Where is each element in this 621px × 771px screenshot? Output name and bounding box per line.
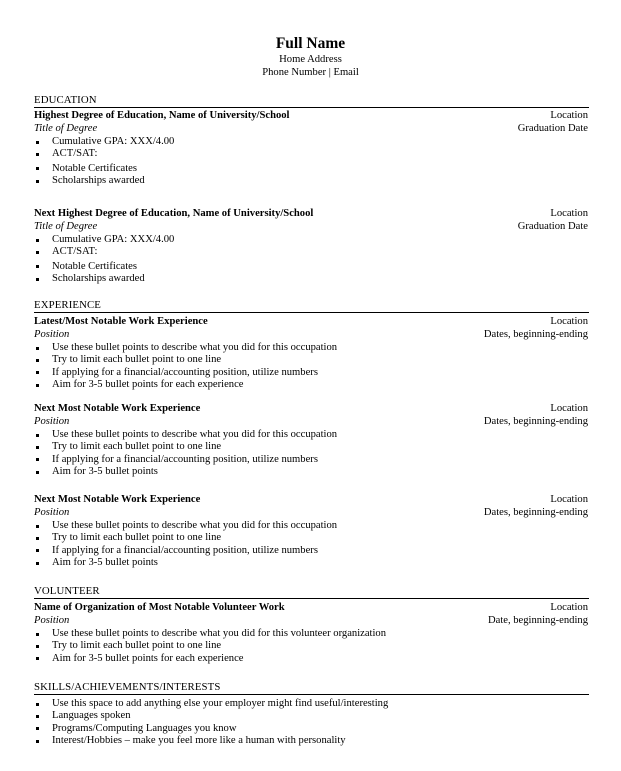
experience-entry-2-heading-row [34, 403, 588, 416]
list-item: Try to limit each bullet point to one line [34, 532, 337, 544]
experience-entry-1-heading-row [34, 316, 588, 329]
skills-bullets [34, 698, 388, 748]
volunteer-entry-heading-row [34, 602, 588, 615]
education-entry-location: Location [550, 208, 588, 219]
list-item: Languages spoken [34, 710, 388, 722]
education-entry-date: Graduation Date [517, 221, 588, 232]
list-item: If applying for a financial/accounting position, utilize numbers [34, 545, 337, 557]
experience-entry-3-heading-row [34, 494, 588, 507]
education-entry-1-sub-row [34, 123, 588, 136]
volunteer-entry-bullets [34, 628, 386, 665]
volunteer-entry-heading: Name of Organization of Most Notable Volunteer Work [34, 602, 285, 613]
education-entry-2-sub-row [34, 221, 588, 234]
education-entry-2-bullets [34, 234, 174, 286]
list-item: Aim for 3-5 bullet points for each experience [34, 379, 337, 391]
experience-entry-dates: Dates, beginning-ending [483, 416, 588, 427]
list-item: ACT/SAT: [34, 148, 174, 160]
experience-entry-heading: Next Most Notable Work Experience [34, 494, 201, 505]
list-item: Aim for 3-5 bullet points for each experience [34, 653, 386, 665]
volunteer-entry-sub-row [34, 615, 588, 628]
education-entry-degree: Title of Degree [34, 123, 98, 134]
volunteer-entry-location: Location [550, 602, 588, 613]
experience-entry-2-sub-row [34, 416, 588, 429]
list-item: If applying for a financial/accounting position, utilize numbers [34, 454, 337, 466]
education-entry-1-bullets [34, 136, 174, 188]
skills-section-title: SKILLS/ACHIEVEMENTS/INTERESTS [34, 681, 589, 695]
list-item: ACT/SAT: [34, 246, 174, 258]
experience-entry-dates: Dates, beginning-ending [483, 507, 588, 518]
experience-entry-location: Location [550, 316, 588, 327]
experience-entry-position: Position [34, 416, 70, 427]
list-item: Interest/Hobbies – make you feel more like a human with personality [34, 735, 388, 747]
list-item: Scholarships awarded [34, 273, 174, 285]
experience-entry-position: Position [34, 329, 70, 340]
education-entry-location: Location [550, 110, 588, 121]
experience-entry-position: Position [34, 507, 70, 518]
education-entry-heading: Highest Degree of Education, Name of University/School [34, 110, 290, 121]
list-item: Use this space to add anything else your employer might find useful/interesting [34, 698, 388, 710]
experience-entry-3-bullets [34, 520, 337, 570]
experience-entry-heading: Next Most Notable Work Experience [34, 403, 201, 414]
list-item: Scholarships awarded [34, 175, 174, 187]
list-item: Aim for 3-5 bullet points [34, 466, 337, 478]
list-item: Use these bullet points to describe what you did for this occupation [34, 429, 337, 441]
list-item: Programs/Computing Languages you know [34, 723, 388, 735]
list-item: Notable Certificates [34, 261, 174, 273]
list-item: Try to limit each bullet point to one line [34, 441, 337, 453]
experience-entry-2-bullets [34, 429, 337, 479]
contact-line: Phone Number | Email [262, 67, 359, 78]
volunteer-entry-dates: Date, beginning-ending [487, 615, 588, 626]
list-item: Notable Certificates [34, 163, 174, 175]
list-item: Cumulative GPA: XXX/4.00 [34, 136, 174, 148]
list-item: Aim for 3-5 bullet points [34, 557, 337, 569]
education-entry-date: Graduation Date [517, 123, 588, 134]
experience-entry-3-sub-row [34, 507, 588, 520]
list-item: Use these bullet points to describe what you did for this occupation [34, 342, 337, 354]
experience-entry-dates: Dates, beginning-ending [483, 329, 588, 340]
volunteer-section-title: VOLUNTEER [34, 585, 589, 599]
experience-entry-1-bullets [34, 342, 337, 392]
education-section-title: EDUCATION [34, 94, 589, 108]
education-entry-2-heading-row [34, 208, 588, 221]
list-item: Use these bullet points to describe what you did for this occupation [34, 520, 337, 532]
experience-section-title: EXPERIENCE [34, 299, 589, 313]
volunteer-entry-position: Position [34, 615, 70, 626]
list-item: Cumulative GPA: XXX/4.00 [34, 234, 174, 246]
list-item: If applying for a financial/accounting position, utilize numbers [34, 367, 337, 379]
education-entry-heading: Next Highest Degree of Education, Name of University/School [34, 208, 314, 219]
experience-entry-1-sub-row [34, 329, 588, 342]
list-item: Try to limit each bullet point to one line [34, 640, 386, 652]
experience-entry-location: Location [550, 403, 588, 414]
experience-entry-heading: Latest/Most Notable Work Experience [34, 316, 208, 327]
home-address: Home Address [279, 54, 342, 65]
list-item: Try to limit each bullet point to one line [34, 354, 337, 366]
experience-entry-location: Location [550, 494, 588, 505]
education-entry-1-heading-row [34, 110, 588, 123]
list-item: Use these bullet points to describe what you did for this volunteer organization [34, 628, 386, 640]
full-name: Full Name [275, 35, 346, 52]
education-entry-degree: Title of Degree [34, 221, 98, 232]
